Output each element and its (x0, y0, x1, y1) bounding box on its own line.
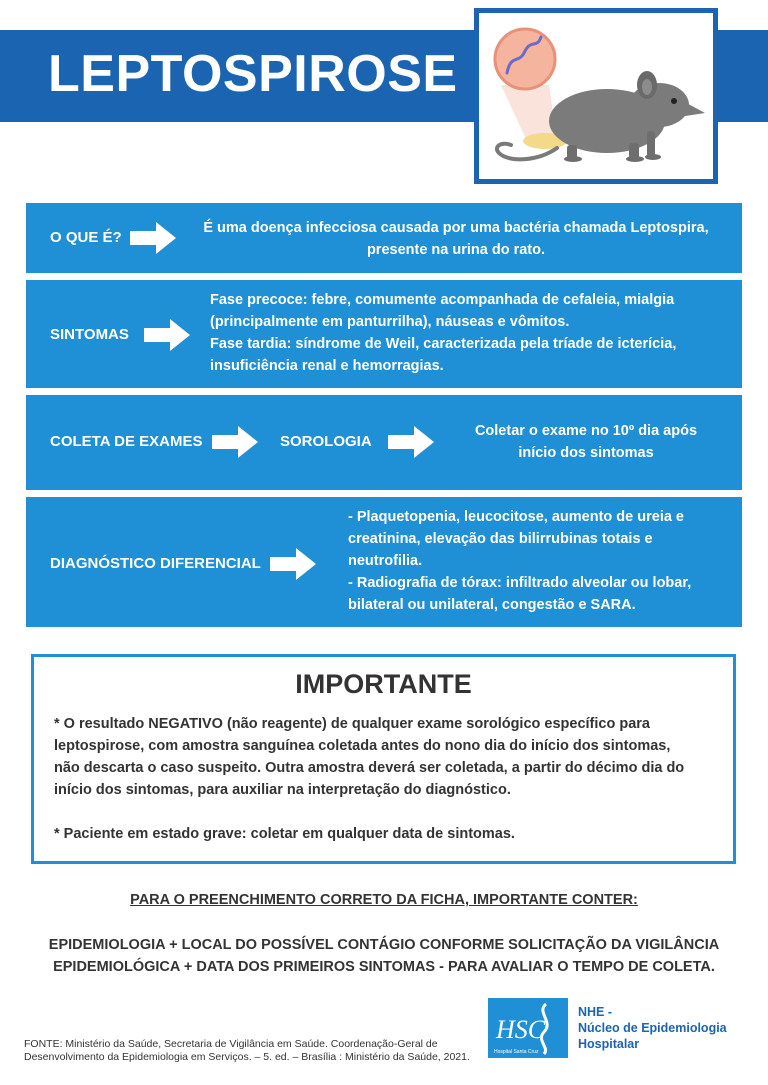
collection-label: COLETA DE EXAMES (50, 433, 203, 450)
arrow-right-icon (144, 319, 190, 351)
important-note-severe: * Paciente em estado grave: coletar em qualquer data de sintomas. (54, 826, 515, 842)
what-is-label: O QUE É? (50, 229, 122, 246)
collection-text: Coletar o exame no 10º dia após início dos sintomas (474, 423, 698, 461)
logo-initials: HSC (496, 1015, 546, 1044)
symptoms-label: SINTOMAS (50, 326, 129, 343)
differential-panel (26, 497, 742, 627)
requirements-title: PARA O PREENCHIMENTO CORRETO DA FICHA, IMPORTANTE CONTER: (130, 892, 638, 908)
arrow-right-icon (130, 222, 176, 254)
page-title: LEPTOSPIROSE (48, 45, 458, 103)
differential-label: DIAGNÓSTICO DIFERENCIAL (50, 555, 261, 572)
important-box (31, 654, 736, 864)
source-citation: FONTE: Ministério da Saúde, Secretaria de Vigilância em Saúde. Coordenação-Geral de Desenvolvimento da Epidemiologia em Serviços. – 5. ed. – Brasília : Ministério da Saúde, 2021. (24, 1038, 470, 1063)
important-title: IMPORTANTE (295, 669, 472, 699)
rat-illustration (479, 13, 713, 179)
important-text: * O resultado NEGATIVO (não reagente) de qualquer exame sorológico específico para leptospirose, com amostra sanguínea coletada antes do nono dia do início dos sintomas, não descarta o caso suspeito. Outra amostra deverá ser coletada, a partir do décimo dia do início dos sintomas, para auxiliar na interpretação do diagnóstico. * Paciente em estado grave: coletar em qualquer data de sintomas. (54, 713, 719, 845)
differential-text: - Plaquetopenia, leucocitose, aumento de ureia e creatinina, elevação das bilirrubinas totais e neutrofilia. - Radiografia de tórax: infiltrado alveolar ou lobar, bilateral ou unilateral, congestão e SARA. (348, 509, 692, 613)
serology-label: SOROLOGIA (280, 433, 372, 450)
symptoms-panel (26, 280, 742, 388)
requirements-text: EPIDEMIOLOGIA + LOCAL DO POSSÍVEL CONTÁGIO CONFORME SOLICITAÇÃO DA VIGILÂNCIA EPIDEMIOLÓGICA + DATA DOS PRIMEIROS SINTOMAS - PARA AVALIAR O TEMPO DE COLETA. (48, 937, 720, 975)
hsc-logo (488, 998, 568, 1058)
arrow-right-icon (212, 426, 258, 458)
what-is-panel (26, 203, 742, 273)
arrow-right-icon (388, 426, 434, 458)
what-is-text: É uma doença infecciosa causada por uma bactéria chamada Leptospira, presente na urina do rato. (203, 220, 709, 258)
collection-panel (26, 395, 742, 490)
org-name: NHE - Núcleo de Epidemiologia Hospitalar (578, 1005, 727, 1051)
arrow-right-icon (270, 548, 316, 580)
symptoms-text: Fase precoce: febre, comumente acompanhada de cefaleia, mialgia (principalmente em panturrilha), náuseas e vômitos. Fase tardia: síndrome de Weil, caracterizada pela tríade de icterícia, insuficiência renal e hemorragias. (210, 292, 677, 374)
rat-image-frame (474, 8, 718, 184)
logo-caption: Hospital Santa Cruz (494, 1049, 539, 1055)
